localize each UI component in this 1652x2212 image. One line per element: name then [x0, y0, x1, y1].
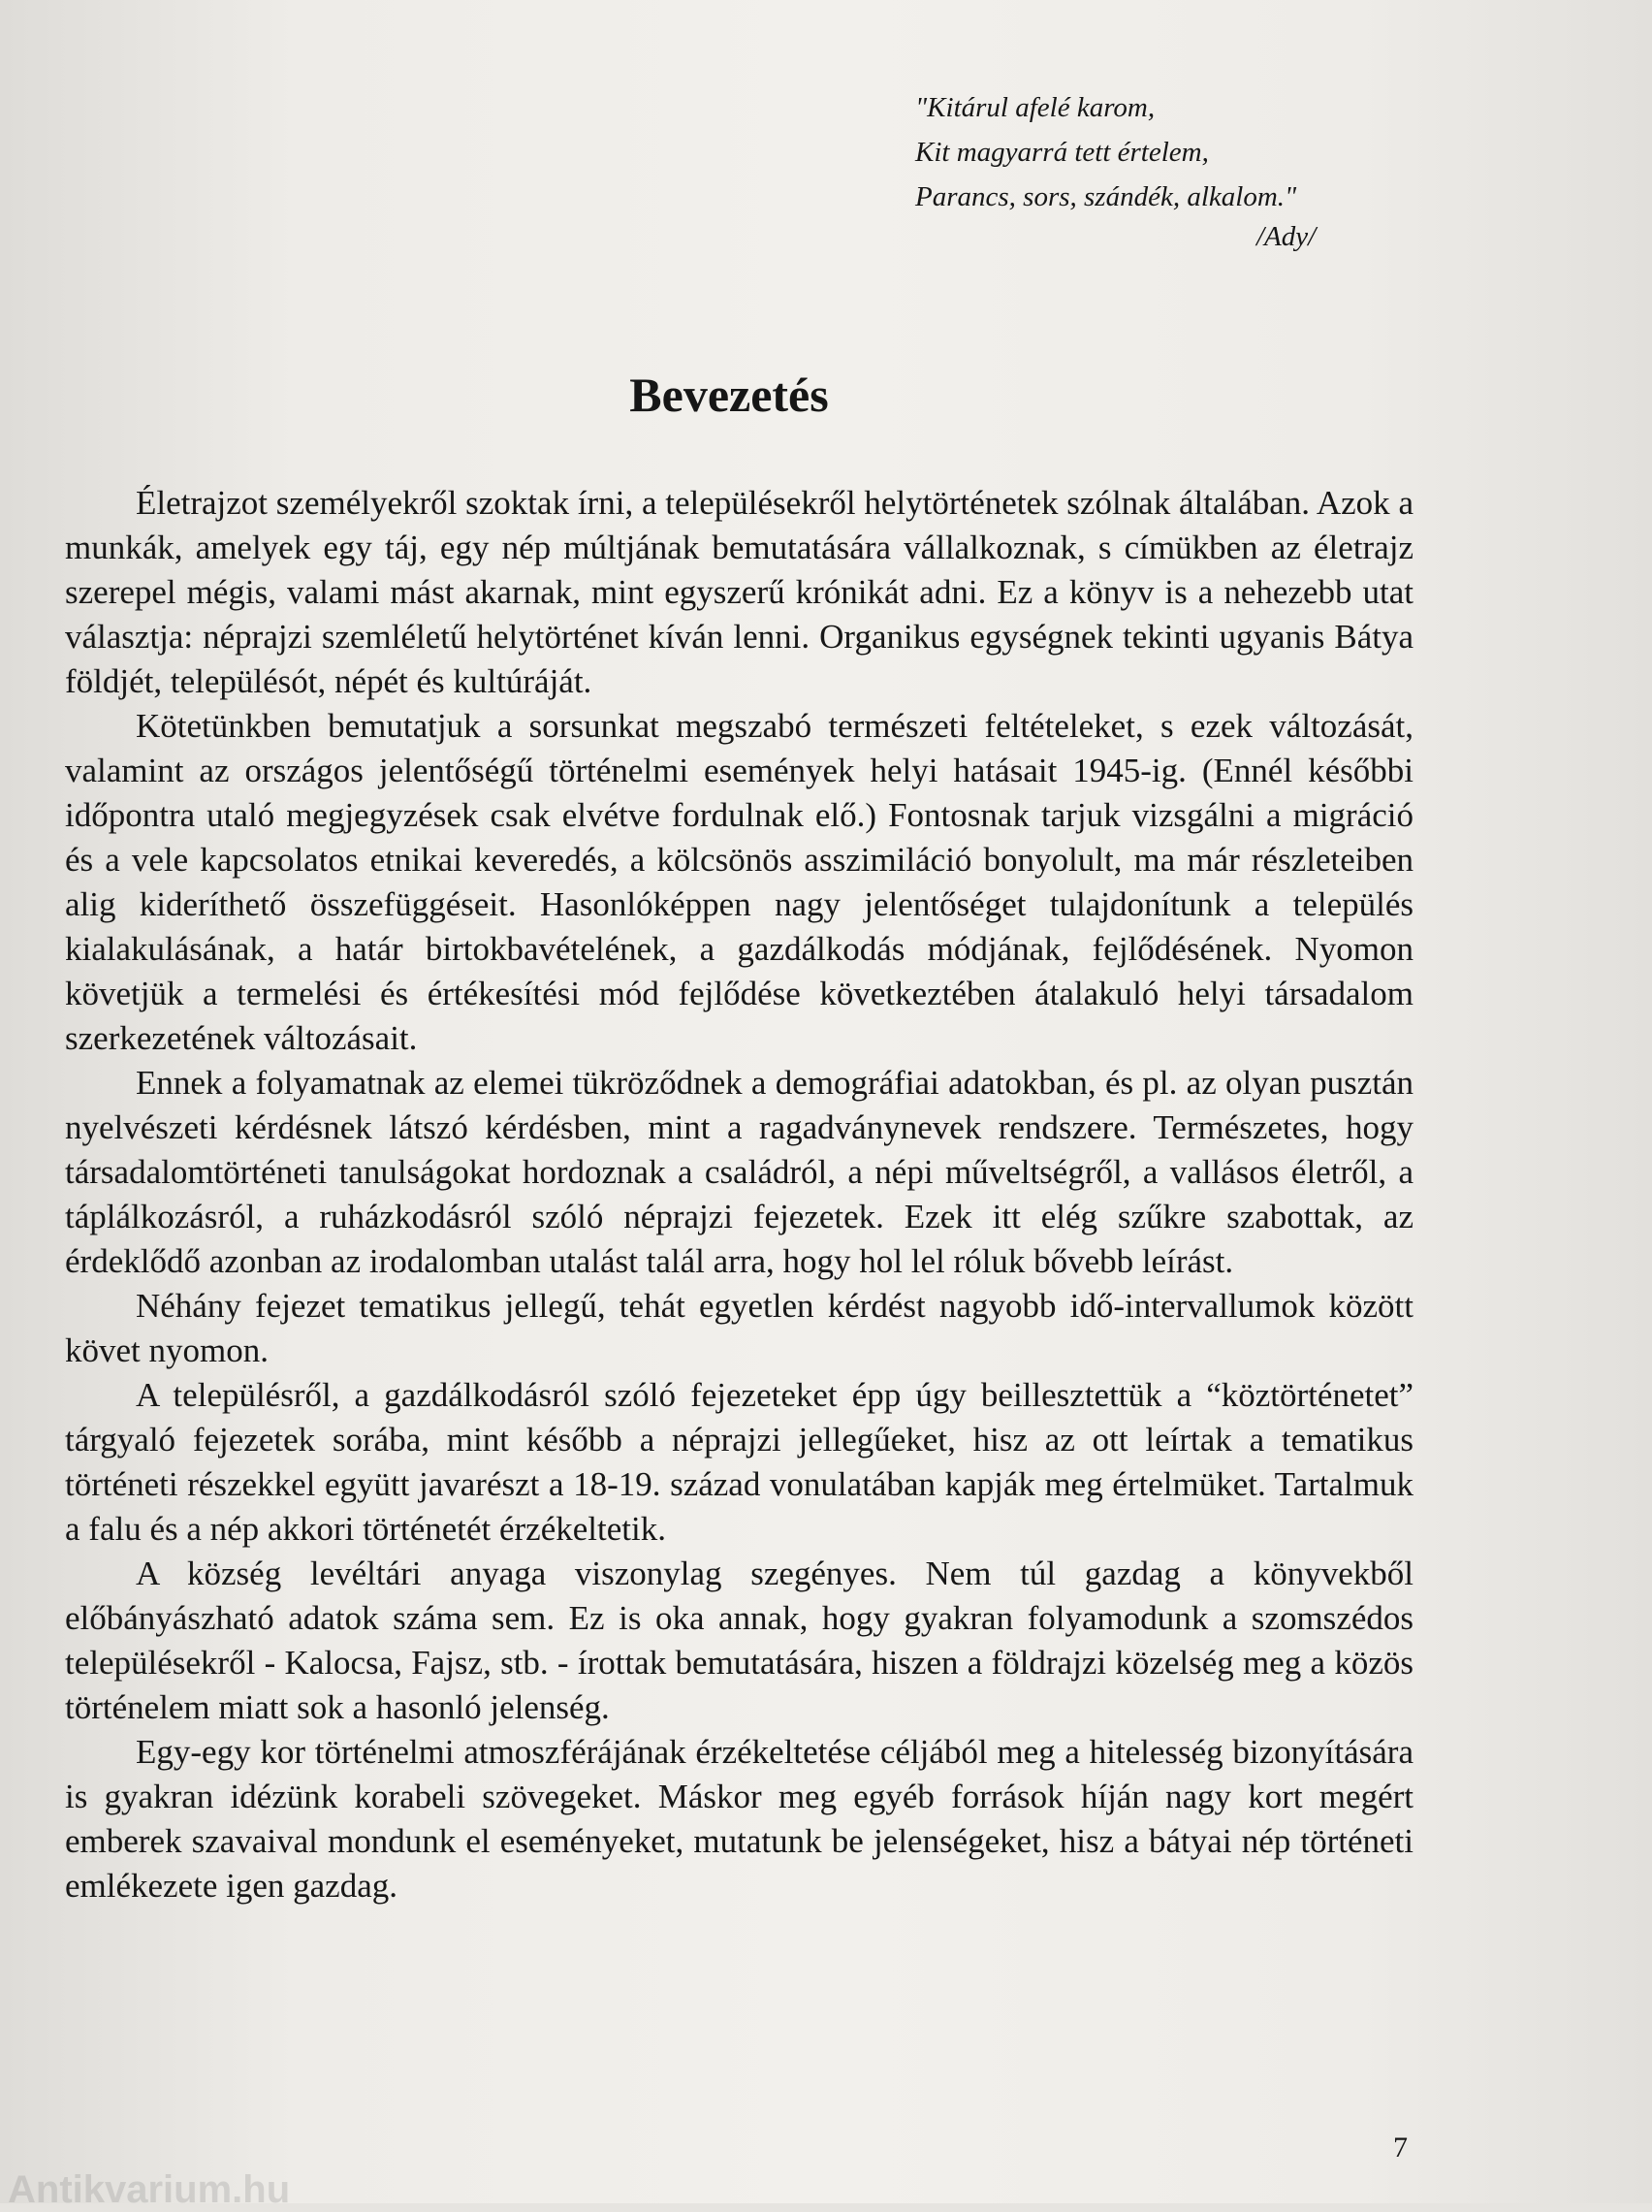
- epigraph-author: /Ady/: [1256, 221, 1317, 252]
- paragraph: Ennek a folyamatnak az elemei tükröződnek a demográfiai adatokban, és pl. az olyan pusztán nyelvészeti kérdésnek látszó kérdésben, mint a ragadványnevek rendszere. Természetes, hogy társadalomtörténeti tanulságokat hordoznak a családról, a népi műveltségről, a vallásos életről, a táplálkozásról, a ruházkodásról szóló néprajzi fejezetek. Ezek itt elég szűkre szabottak, az érdeklődő azonban az irodalomban utalást talál arra, hogy hol lel róluk bővebb leírást.: [65, 1064, 1414, 1280]
- body-text: [65, 481, 1414, 1908]
- epigraph: [915, 85, 1458, 219]
- page-number: 7: [1393, 2132, 1408, 2164]
- paragraph: Életrajzot személyekről szoktak írni, a településekről helytörténetek szólnak általában. Azok a munkák, amelyek egy táj, egy nép múltjának bemutatására vállalkoznak, s címükben az életrajz szerepel mégis, valami mást akarnak, mint egyszerű krónikát adni. Ez a könyv is a nehezebb utat választja: néprajzi szemléletű helytörténet kíván lenni. Organikus egységnek tekinti ugyanis Bátya földjét, településót, népét és kultúráját.: [65, 484, 1414, 700]
- epigraph-line: Parancs, sors, szándék, alkalom.": [915, 181, 1297, 212]
- paragraph: Néhány fejezet tematikus jellegű, tehát egyetlen kérdést nagyobb idő-intervallumok között követ nyomon.: [65, 1287, 1414, 1369]
- epigraph-line: "Kitárul afelé karom,: [915, 92, 1156, 123]
- chapter-title: Bevezetés: [629, 367, 829, 422]
- paragraph: A község levéltári anyaga viszonylag szegényes. Nem túl gazdag a könyvekből előbányászható adatok száma sem. Ez is oka annak, hogy gyakran folyamodunk a szomszédos településekről - Kalocsa, Fajsz, stb. - írottak bemutatására, hiszen a földrajzi közelség meg a közös történelem miatt sok a hasonló jelenség.: [65, 1555, 1414, 1726]
- paragraph: Egy-egy kor történelmi atmoszférájának érzékeltetése céljából meg a hitelesség bizonyítására is gyakran idézünk korabeli szövegeket. Máskor meg egyéb források híján nagy kort megért emberek szavaival mondunk el eseményeket, mutatunk be jelenségeket, hisz a bátyai nép történeti emlékezete igen gazdag.: [65, 1733, 1414, 1905]
- paragraph: Kötetünkben bemutatjuk a sorsunkat megszabó természeti feltételeket, s ezek változását, valamint az országos jelentőségű történelmi események helyi hatásait 1945-ig. (Ennél későbbi időpontra utaló megjegyzések csak elvétve fordulnak elő.) Fontosnak tarjuk vizsgálni a migráció és a vele kapcsolatos etnikai keveredés, a kölcsönös asszimiláció bonyolult, ma már részleteiben alig kideríthető összefüggéseit. Hasonlóképpen nagy jelentőséget tulajdonítunk a település kialakulásának, a határ birtokbavételének, a gazdálkodás módjának, fejlődésének. Nyomon követjük a termelési és értékesítési mód fejlődése következtében átalakuló helyi társadalom szerkezetének változásait.: [65, 707, 1414, 1057]
- paragraph: A településről, a gazdálkodásról szóló fejezeteket épp úgy beillesztettük a “köztörténetet” tárgyaló fejezetek sorába, mint később a néprajzi jellegűeket, hisz az ott leírtak a tematikus történeti részekkel együtt javarészt a 18-19. század vonulatában kapják meg értelmüket. Tartalmuk a falu és a nép akkori történetét érzékeltetik.: [65, 1376, 1414, 1548]
- watermark: Antikvarium.hu: [8, 2168, 291, 2211]
- epigraph-line: Kit magyarrá tett értelem,: [915, 137, 1209, 168]
